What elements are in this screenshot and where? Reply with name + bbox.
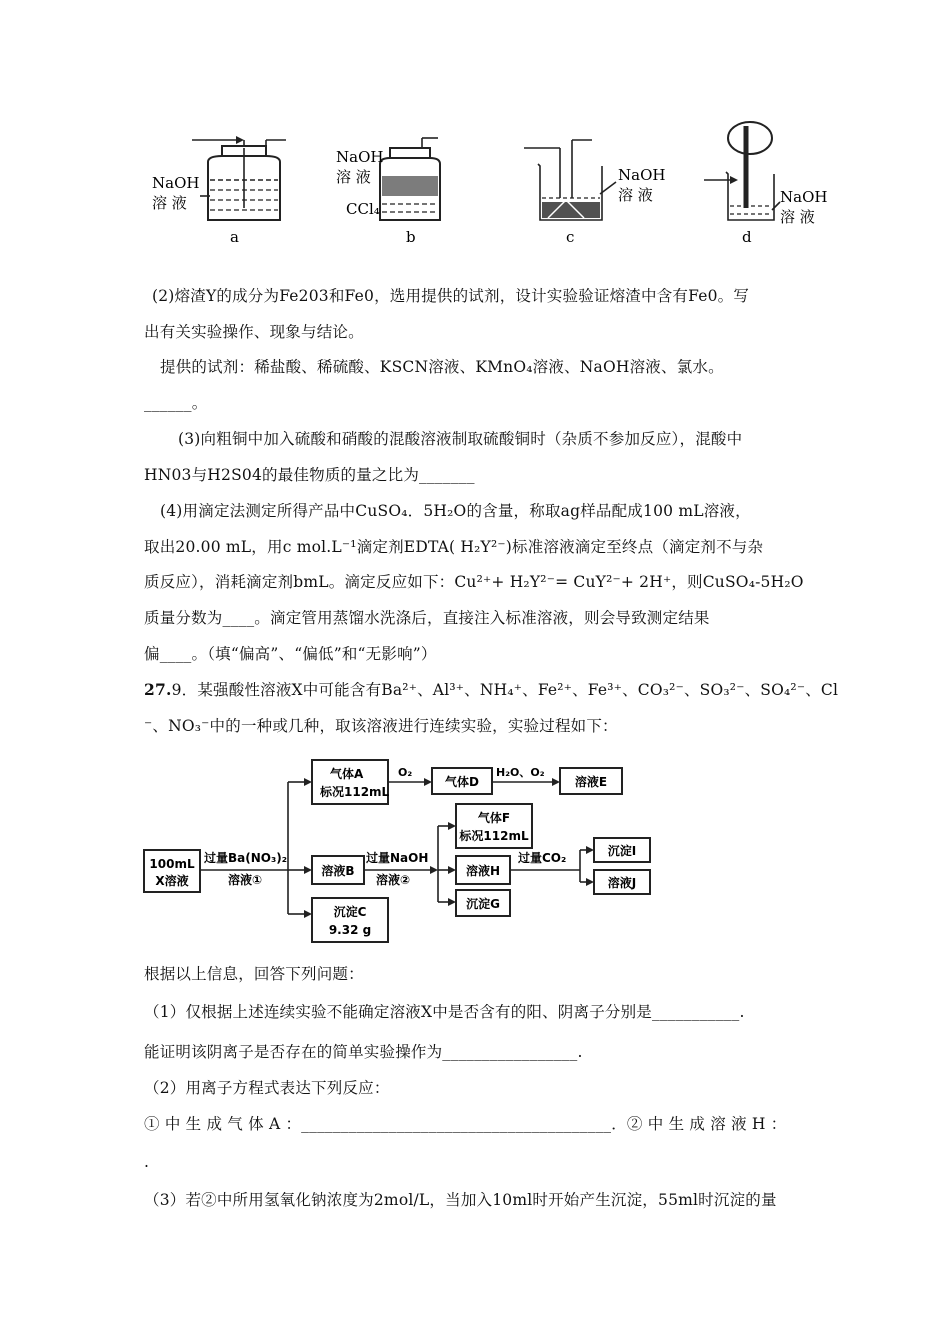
question-1-line1: （1）仅根据上述连续实验不能确定溶液X中是否含有的阳、阴离子分别是___________.: [144, 1003, 745, 1021]
apparatus-a-reagent-line1: NaOH: [152, 174, 200, 192]
x-line2: X溶液: [155, 874, 189, 888]
apparatus-b-reagent-line2: 溶 液: [336, 168, 371, 186]
gas-f-line1: 气体F: [477, 811, 511, 825]
ppt-c-line2: 9.32 g: [328, 923, 372, 937]
reagent2-line2: 溶液②: [376, 873, 411, 887]
apparatus-d-label: d: [742, 228, 752, 246]
q3-line2: HN03与H2S04的最佳物质的量之比为_______: [144, 466, 475, 484]
apparatus-a: [152, 136, 286, 246]
q27-text: 9．某强酸性溶液X中可能含有Ba²⁺、Al³⁺、NH₄⁺、Fe²⁺、Fe³⁺、CO₃²⁻、SO₃²⁻、SO₄²⁻、Cl: [171, 681, 839, 699]
q3-line1: (3)向粗铜中加入硫酸和硝酸的混酸溶液制取硫酸铜时（杂质不参加反应），混酸中: [178, 430, 743, 448]
q2-line1: (2)熔渣Y的成分为Fe203和Fe0，选用提供的试剂，设计实验验证熔渣中含有Fe0。写: [152, 287, 750, 305]
apparatus-a-reagent-line2: 溶 液: [152, 194, 187, 212]
q4-line4: 质量分数为____。滴定管用蒸馏水洗涤后，直接注入标准溶液，则会导致测定结果: [144, 609, 710, 627]
q27-line1: [144, 680, 838, 700]
apparatus-c: [524, 140, 665, 246]
gas-absorption-apparatus-figure: [140, 118, 840, 248]
gas-a-line1: 气体A: [330, 767, 364, 781]
solution-b: 溶液B: [321, 864, 355, 878]
q27-line2: ⁻、NO₃⁻中的一种或几种，取该溶液进行连续实验，实验过程如下：: [144, 717, 618, 735]
apparatus-d-reagent-line1: NaOH: [780, 188, 828, 206]
q27-number: 27.: [144, 680, 172, 699]
ppt-c-line1: 沉淀C: [333, 905, 367, 919]
q2-answer-blank: ______。: [144, 394, 208, 412]
solution-j: 溶液J: [607, 876, 637, 890]
apparatus-c-reagent-line2: 溶 液: [618, 186, 653, 204]
question-1-line2: 能证明该阴离子是否存在的简单实验操作为_________________.: [144, 1043, 583, 1061]
question-3-line1: （3）若②中所用氢氧化钠浓度为2mol/L，当加入10ml时开始产生沉淀，55ml时沉淀的量: [144, 1191, 777, 1209]
questions-intro: 根据以上信息，回答下列问题：: [144, 965, 364, 983]
gas-f-line2: 标况112mL: [459, 829, 529, 843]
apparatus-b-reagent-line1: NaOH: [336, 148, 384, 166]
apparatus-d: [704, 122, 827, 246]
apparatus-b: [336, 138, 440, 246]
apparatus-c-reagent-line1: NaOH: [618, 166, 666, 184]
q2-reagents: 提供的试剂：稀盐酸、稀硫酸、KSCN溶液、KMnO₄溶液、NaOH溶液、氯水。: [160, 358, 724, 376]
gas-a-line2: 标况112mL: [320, 785, 390, 799]
reagent1-line1: 过量Ba(NO₃)₂: [204, 851, 287, 865]
apparatus-b-label: b: [406, 228, 416, 246]
experiment-flow-diagram: [140, 752, 660, 952]
gas-d: 气体D: [445, 775, 479, 789]
h2o-o2-label: H₂O、O₂: [496, 766, 545, 779]
apparatus-d-reagent-line2: 溶 液: [780, 208, 815, 226]
x-line1: 100mL: [149, 857, 195, 871]
co2-label: 过量CO₂: [518, 851, 567, 865]
precipitate-g: 沉淀G: [466, 897, 500, 911]
apparatus-c-label: c: [566, 228, 575, 246]
q4-line3: 质反应），消耗滴定剂bmL。滴定反应如下：Cu²⁺+ H₂Y²⁻= CuY²⁻+ 2H⁺，则CuSO₄-5H₂O: [144, 573, 804, 591]
solution-h: 溶液H: [465, 864, 501, 878]
question-2-title: （2）用离子方程式表达下列反应：: [144, 1079, 390, 1097]
q4-line5: 偏____。（填“偏高”、“偏低”和“无影响”）: [144, 645, 437, 663]
precipitate-i: 沉淀I: [607, 844, 637, 858]
q4-line2: 取出20.00 mL，用c mol.L⁻¹滴定剂EDTA( H₂Y²⁻)标准溶液滴定至终点（滴定剂不与杂: [144, 538, 764, 556]
apparatus-b-reagent-line3: CCl₄: [346, 200, 380, 218]
question-2-line2: .: [144, 1153, 150, 1171]
question-2-line1: ① 中 生 成 气 体 A ：_______________________________________．② 中 生 成 溶 液 H ：: [144, 1115, 787, 1133]
reagent1-line2: 溶液①: [228, 873, 263, 887]
q4-line1: (4)用滴定法测定所得产品中CuSO₄．5H₂O的含量，称取ag样品配成100 mL溶液，: [160, 502, 751, 520]
apparatus-a-label: a: [230, 228, 239, 246]
solution-e: 溶液E: [574, 775, 608, 789]
o2-label: O₂: [398, 766, 413, 779]
reagent2-line1: 过量NaOH: [366, 851, 429, 865]
q2-line2: 出有关实验操作、现象与结论。: [144, 323, 364, 341]
